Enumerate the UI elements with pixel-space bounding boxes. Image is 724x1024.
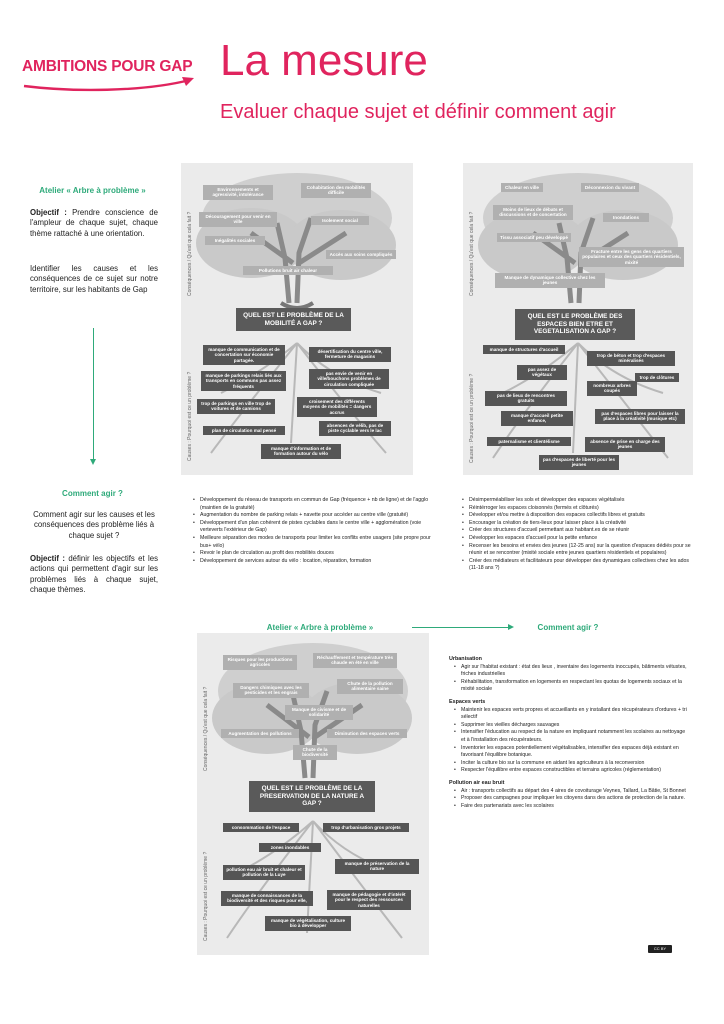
cause-box: manque de pédagogie et d'intérêt pour le respect des ressources naturelles	[327, 890, 411, 910]
consequence-box: Chute de la pollution alimentaire saine	[337, 679, 403, 694]
cause-box: croisement des différents moyens de mobilités = dangers accrus	[297, 397, 377, 417]
cause-box: trop d'urbanisation gros projets	[323, 823, 409, 832]
list-item: • Développer les espaces d'accueil pour la petite enfance	[462, 535, 694, 543]
actions-espaces-list	[462, 497, 694, 573]
cause-box: pas assez de végétaux	[517, 365, 567, 380]
cause-box: zones inondables	[259, 843, 321, 852]
list-item: • Créer des médiateurs et facilitateurs pour développer des dynamiques collectives chez les ados (11-18 ans ?)	[462, 558, 694, 573]
list-item: • Augmentation du nombre de parking relais + navette pour accéder au centre ville (gratuité)	[193, 512, 435, 520]
consequence-box: Inondations	[603, 213, 649, 222]
list-item: • Maintenir les espaces verts propres et accueillants en y installant des récupérateurs d'ordures + tri sélectif	[449, 707, 687, 722]
consequence-box: Isolement social	[311, 216, 369, 225]
cause-box: consommation de l'espace	[223, 823, 299, 832]
cause-box: trop de clôtures	[635, 373, 679, 382]
tree-mobilite	[181, 163, 413, 475]
causes-label: Causes : Pourquoi est ce un problème ?	[203, 851, 209, 941]
consequence-box: Découragement pour venir en ville	[199, 212, 277, 227]
cause-box: pas de lieux de rencontres gratuits	[485, 391, 567, 406]
consequence-box: Chute de la biodiversité	[293, 745, 337, 760]
consequence-box: Manque de civisme et de solidarité	[285, 705, 353, 720]
cause-box: absence de prise en charge des jeunes	[585, 437, 665, 452]
atelier-heading: Atelier « Arbre à problème »	[39, 186, 146, 195]
cause-box: pas envie de venir en ville/bouchons problèmes de circulation compliquée	[309, 369, 389, 389]
causes-label: Causes : Pourquoi est ce un problème ?	[187, 371, 193, 461]
problem-title: QUEL EST LE PROBLÈME DE LA MOBILITÉ A GAP ?	[236, 308, 351, 331]
problem-title: QUEL EST LE PROBLÈME DES ESPACES BIEN ETRE ET VEGETALISATION A GAP ?	[515, 309, 635, 340]
objectif2-text: définir les objectifs et les actions qui permettent d'agir sur les problèmes liés à chaque sujet, chaque thèmes.	[30, 554, 158, 595]
list-item: • Revoir le plan de circulation au profit des mobilités douces	[193, 550, 435, 558]
list-item: • Proposer des campagnes pour impliquer les citoyens dans des actions de protection de la nature.	[449, 795, 687, 803]
logo	[22, 56, 198, 96]
objectif-text: Prendre conscience de l'ampleur de chaque sujet, chaque thème rattaché à une orientation.	[30, 208, 158, 238]
page-title: La mesure	[220, 36, 428, 85]
list-item: • Créer des structures d'accueil permettant aux habitant.es de se réunir	[462, 527, 694, 535]
cause-box: manque de structures d'accueil	[483, 345, 565, 354]
list-item: • Air : transports collectifs au départ des 4 aires de covoiturage Veynes, Tallard, La Bâtie, St Bonnet	[449, 788, 687, 796]
license-badge[interactable]: CC BY	[648, 945, 672, 953]
cause-box: pas d'espaces libres pour laisser la place à la créativité (musique etc)	[595, 409, 685, 424]
cause-box: pas d'espaces de liberté pour les jeunes	[539, 455, 619, 470]
tree-espaces	[463, 163, 693, 475]
problem-title: QUEL EST LE PROBLÈME DE LA PRESERVATION DE LA NATURE A GAP ?	[249, 781, 375, 812]
list-item: • Réintérroger les espaces cloisonnés (fermés et clôturés)	[462, 505, 694, 513]
consequence-box: Fracture entre les gens des quartiers populaires et ceux des quartiers résidentiels, mixité	[579, 247, 684, 267]
consequence-box: Augmentation des pollutions	[221, 729, 299, 738]
list-item: • Développement du réseau de transports en commun de Gap (fréquence + nb de ligne) et de l'agglo (maintien de la gratuité)	[193, 497, 435, 512]
cause-box: plan de circulation mal pensé	[203, 426, 285, 435]
list-item: • Développement de services autour du vélo : location, réparation, formation	[193, 558, 435, 566]
consequences-label: Conséquences / Qu'est que cela fait ?	[469, 211, 475, 296]
comment-paragraph: Comment agir sur les causes et les conséquences des problème liés à chaque sujet ?	[33, 510, 155, 540]
list-item: • Supprimer les vieilles décharges sauvages	[449, 722, 687, 730]
logo-text: AMBITIONS POUR GAP	[22, 58, 193, 75]
atelier-heading-bottom: Atelier « Arbre à problème »	[266, 623, 374, 632]
objectif2-label: Objectif :	[30, 554, 65, 563]
cause-box: pollution eau air bruit et chaleur et pollution de la Luye	[223, 865, 305, 880]
consequence-box: Inégalités sociales	[205, 236, 265, 245]
cause-box: manque d'accueil petite enfance,	[501, 411, 573, 426]
consequence-box: Moins de lieux de débats et discussions et de concertation	[493, 205, 573, 220]
actions-mobilite-list	[193, 497, 435, 565]
consequence-box: Environnements et agressivité, intolérance	[203, 185, 273, 200]
cause-box: manque de parkings relais liés aux transports en communs pas assez fréquents	[201, 371, 286, 391]
consequence-box: Réchauffement et température très chaude en été en ville	[313, 653, 397, 668]
consequences-label: Conséquences / Qu'est que cela fait ?	[203, 686, 209, 771]
section-list	[449, 707, 687, 775]
cause-box: manque de connaissances de la biodiversité et des risques pour elle,	[221, 891, 313, 906]
consequence-box: Dangers chimiques avec les pesticides et les engrais	[233, 683, 309, 698]
cause-box: manque de préservation de la nature	[335, 859, 419, 874]
list-item: • Respecter l'équilibre entre espaces constructibles et terrains agricoles (réglementation)	[449, 767, 687, 775]
list-item: • Développement d'un plan cohérent de pistes cyclables dans le centre ville + agglomération (voie verteverts l'extérieur de Gap)	[193, 520, 435, 535]
identify-paragraph: Identifier les causes et les conséquences de ce sujet sur notre territoire, sur les habitants de Gap	[30, 264, 158, 294]
down-arrow-icon	[93, 328, 94, 463]
comment-heading: Comment agir ?	[62, 489, 123, 498]
tree-nature	[197, 633, 429, 955]
consequences-label: Conséquences / Qu'est que cela fait ?	[187, 211, 193, 296]
list-item: • Inventorier les espaces potentiellement végétalisables, intensifier des espaces déjà existant en favorisant l'équilibre botanique.	[449, 745, 687, 760]
section-list	[449, 664, 687, 694]
cause-box: nombreux arbres coupés	[587, 381, 637, 396]
list-item: • Faire des partenariats avec les scolaires	[449, 803, 687, 811]
section-title: Urbanisation	[449, 656, 482, 662]
cause-box: trop de parkings en ville trop de voitures et de camions	[197, 399, 275, 414]
actions-nature	[449, 656, 687, 810]
cause-box: manque de communication et de concertation sur économie partagée.	[203, 345, 285, 365]
consequence-box: Manque de dynamique collective chez les jeunes	[495, 273, 605, 288]
cause-box: absences de vélib, pas de piste cyclable vers le lac	[319, 421, 391, 436]
causes-label: Causes : Pourquoi est ce un problème ?	[469, 373, 475, 463]
objectif2-paragraph	[30, 554, 158, 596]
page-subtitle: Evaluer chaque sujet et définir comment agir	[220, 101, 616, 123]
cause-box: manque d'information et de formation autour du vélo	[261, 444, 341, 459]
list-item: • Encourager la création de tiers-lieux pour laisser place à la créativité	[462, 520, 694, 528]
section-title: Espaces verts	[449, 698, 486, 705]
list-item: • Inciter la culture bio sur la commune en aidant les agriculteurs à la reconversion	[449, 760, 687, 768]
list-item: • Intensifier l'éducation au respect de la nature en impliquant notamment les scolaires au nettoyage et à l'installation des récupérateurs.	[449, 729, 687, 744]
cause-box: trop de béton et trop d'espaces minéralisés	[587, 351, 675, 366]
cause-box: paternalisme et clientélisme	[487, 437, 571, 446]
consequence-box: Déconnexion du vivant	[581, 183, 639, 192]
list-item: • Recenser les besoins et envies des jeunes (12-25 ans) sur la question d'espaces dédiés pour se réunir et se rencontrer (mixité sociale entre jeunes quartiers résidentiels et populaires)	[462, 543, 694, 558]
consequence-box: Chaleur en ville	[501, 183, 543, 192]
section-title: Pollution air eau bruit	[449, 779, 505, 786]
comment-heading-bottom: Comment agir ?	[537, 623, 599, 632]
list-item: • Développer et/ou mettre à disposition des espaces collectifs libres et gratuits	[462, 512, 694, 520]
cause-box: manque de végétalisation, culture bio à développer	[265, 916, 351, 931]
list-item: • Agir sur l'habitat existant : état des lieux , inventaire des logements inoccupés, bâtiments vétustes, friches industrielles	[449, 664, 687, 679]
section-list	[449, 788, 687, 811]
consequence-box: Diminution des espaces verts	[327, 729, 407, 738]
list-item: • Désimperméabiliser les sols et développer des espaces végétalisés	[462, 497, 694, 505]
list-item: • Réhabilitation, transformation en logements en respectant les quotas de logements sociaux et la mixité sociale	[449, 679, 687, 694]
cause-box: désertification du centre ville, fermeture de magasins	[309, 347, 391, 362]
logo-swoosh-icon	[22, 72, 198, 94]
consequence-box: Tissu associatif peu développé	[497, 233, 571, 242]
consequence-box: Accès aux soins compliqués	[326, 250, 396, 259]
right-arrow-icon	[412, 627, 512, 628]
objectif-paragraph	[30, 208, 158, 239]
consequence-box: Pollutions bruit air chaleur	[243, 266, 333, 275]
consequence-box: Risques pour les productions agricoles	[223, 655, 297, 670]
list-item: • Meilleure séparation des modes de transports pour limiter les conflits entre usagers (site propre pour bus+ vélo)	[193, 535, 435, 550]
objectif-label: Objectif :	[30, 208, 67, 217]
consequence-box: Cohabitation des mobilités difficile	[301, 183, 371, 198]
